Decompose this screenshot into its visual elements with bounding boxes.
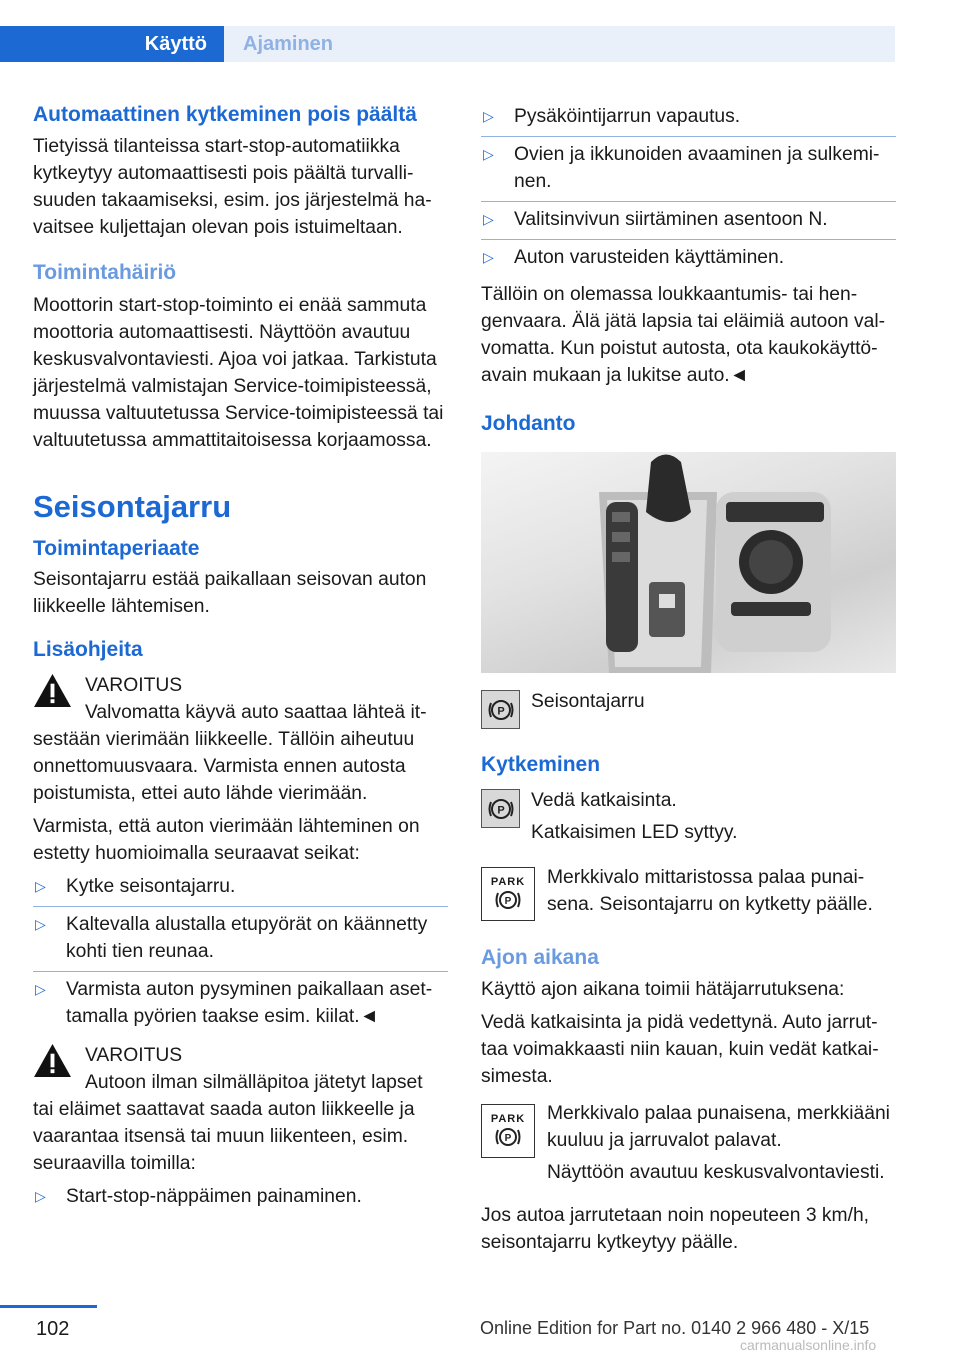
console-photo xyxy=(481,452,896,673)
svg-text:P: P xyxy=(504,1133,512,1144)
svg-text:P: P xyxy=(496,804,505,816)
watermark: carmanualsonline.info xyxy=(740,1337,877,1353)
auto-off-text: Tietyissä tilanteissa start-stop-automatiikka kytkeytyy automaattisesti pois päältä turvallisuuden takaamiseksi, esim. jos järjestelmä havaitsee kuljettajan olevan pois istuimeltaan. xyxy=(33,136,432,238)
svg-text:P: P xyxy=(504,896,512,907)
gear-selector-illustration xyxy=(481,452,896,673)
fault-heading: Toimintahäiriö xyxy=(33,261,177,284)
right-column xyxy=(481,103,896,1256)
caption-row xyxy=(481,688,896,736)
chapter-tabs xyxy=(0,0,895,62)
warning-title-2: VAROITUS xyxy=(85,1045,183,1066)
tab-ajaminen[interactable]: Ajaminen xyxy=(224,26,895,62)
parking-brake-icon xyxy=(481,789,520,828)
triangle-bullet-icon: ▷ xyxy=(483,108,494,124)
online-edition-note: Online Edition for Part no. 0140 2 966 480 - X/15 xyxy=(480,1318,870,1338)
parking-brake-icon xyxy=(481,690,520,729)
driving-indicator-row xyxy=(481,1100,896,1186)
engage-steps xyxy=(481,787,896,846)
svg-text:P: P xyxy=(496,705,505,717)
warning-title-1: VAROITUS xyxy=(85,675,183,696)
engage-indicator-row xyxy=(481,864,896,924)
park-indicator-icon: PARK P xyxy=(481,867,535,921)
tab-kaytto[interactable]: Käyttö xyxy=(0,26,224,62)
triangle-bullet-icon: ▷ xyxy=(35,878,46,894)
warning-block-1 xyxy=(33,672,448,699)
precaution-list xyxy=(33,873,448,1036)
list-item: ▷ Valitsinvivun siirtäminen asentoon N. xyxy=(481,206,896,240)
warning-triangle-icon xyxy=(33,1043,72,1078)
footer-rule xyxy=(0,1305,97,1308)
park-indicator-icon: PARK P xyxy=(481,1104,535,1158)
warning-block-2 xyxy=(33,1042,448,1069)
engage-indicator-text: Merkkivalo mittaristossa palaa punaisena. Seisontajarru on kytketty päälle. xyxy=(547,867,873,915)
warning-text-1b: Varmista, että auton vierimään lähteminen on estetty huomioimalla seuraavat seikat: xyxy=(33,816,420,864)
final-text: Jos autoa jarrutetaan noin nopeuteen 3 km/h, seisontajarru kytkeytyy päälle. xyxy=(481,1205,870,1253)
list-item: ▷ Kaltevalla alustalla etupyörät on käännetty kohti tien reunaa. xyxy=(33,911,448,972)
list-item: ▷ Varmista auton pysyminen paikallaan asettamalla pyörien taakse esim. kiilat.◄ xyxy=(33,976,448,1036)
intro-heading: Johdanto xyxy=(481,412,576,435)
principle-text: Seisontajarru estää paikallaan seisovan auton liikkeelle lähtemisen. xyxy=(33,569,427,617)
list-item: ▷ Auton varusteiden käyttäminen. xyxy=(481,244,896,277)
section-title: Seisontajarru xyxy=(33,489,232,524)
engage-step-1: Vedä katkaisinta. xyxy=(531,790,677,811)
engage-step-2: Katkaisimen LED syttyy. xyxy=(531,822,738,843)
warning-text-2: Autoon ilman silmälläpitoa jätetyt lapset tai eläimet saattavat saada auton liikkeelle ja vaarantaa itsensä tai muun liikenteen, esim. seuraavilla toimilla: xyxy=(33,1072,423,1174)
triangle-bullet-icon: ▷ xyxy=(483,146,494,162)
photo-caption: Seisontajarru xyxy=(531,691,645,712)
driving-heading: Ajon aikana xyxy=(481,946,599,969)
driving-text-2: Vedä katkaisinta ja pidä vedettynä. Auto jarruttaa voimakkaasti niin kauan, kuin vedät katkaisimesta. xyxy=(481,1012,879,1087)
warning-text-1: Valvomatta käyvä auto saattaa lähteä itsestään vierimään liikkeelle. Tällöin aiheutuu onnettomuusvaara. Varmista ennen autosta poistumista, ettei auto lähde vierimään. xyxy=(33,702,427,804)
engage-heading: Kytkeminen xyxy=(481,753,601,776)
list-item: ▷ Kytke seisontajarru. xyxy=(33,873,448,907)
fault-text: Moottorin start-stop-toiminto ei enää sammuta moottoria automaattisesti. Näyttöön avautuu keskusvalvontaviesti. Ajoa voi jatkaa. Tarkistuta järjestelmä valmistajan Service-toimipisteessä, muussa valtuutetussa Service-toimipisteessä tai valtuutetussa ammattitaitoisessa korjaamossa. xyxy=(33,295,444,451)
triangle-bullet-icon: ▷ xyxy=(35,981,46,997)
page-number: 102 xyxy=(36,1318,70,1340)
driving-message-text: Näyttöön avautuu keskusvalvontaviesti. xyxy=(547,1162,885,1183)
list-item: ▷ Ovien ja ikkunoiden avaaminen ja sulkeminen. xyxy=(481,141,896,202)
auto-off-heading: Automaattinen kytkeminen pois päältä xyxy=(33,103,417,126)
notes-heading: Lisäohjeita xyxy=(33,638,143,661)
triangle-bullet-icon: ▷ xyxy=(483,211,494,227)
child-risk-list-continued xyxy=(481,103,896,277)
triangle-bullet-icon: ▷ xyxy=(35,916,46,932)
warning-triangle-icon xyxy=(33,673,72,708)
driving-text-1: Käyttö ajon aikana toimii hätäjarrutuksena: xyxy=(481,979,845,1000)
driving-indicator-text: Merkkivalo palaa punaisena, merkkiääni kuuluu ja jarruvalot palavat. xyxy=(547,1103,890,1151)
danger-text: Tällöin on olemassa loukkaantumis- tai hengenvaara. Älä jätä lapsia tai eläimiä autoon valvomatta. Kun poistut autosta, ota kaukokäyttöavain mukaan ja lukitse auto.◄ xyxy=(481,284,886,386)
left-column xyxy=(33,103,448,1220)
list-item: ▷ Start-stop-näppäimen painaminen. xyxy=(33,1183,448,1216)
list-item: ▷ Pysäköintijarrun vapautus. xyxy=(481,103,896,137)
triangle-bullet-icon: ▷ xyxy=(483,249,494,265)
triangle-bullet-icon: ▷ xyxy=(35,1188,46,1204)
child-risk-list xyxy=(33,1183,448,1216)
principle-heading: Toimintaperiaate xyxy=(33,537,200,560)
